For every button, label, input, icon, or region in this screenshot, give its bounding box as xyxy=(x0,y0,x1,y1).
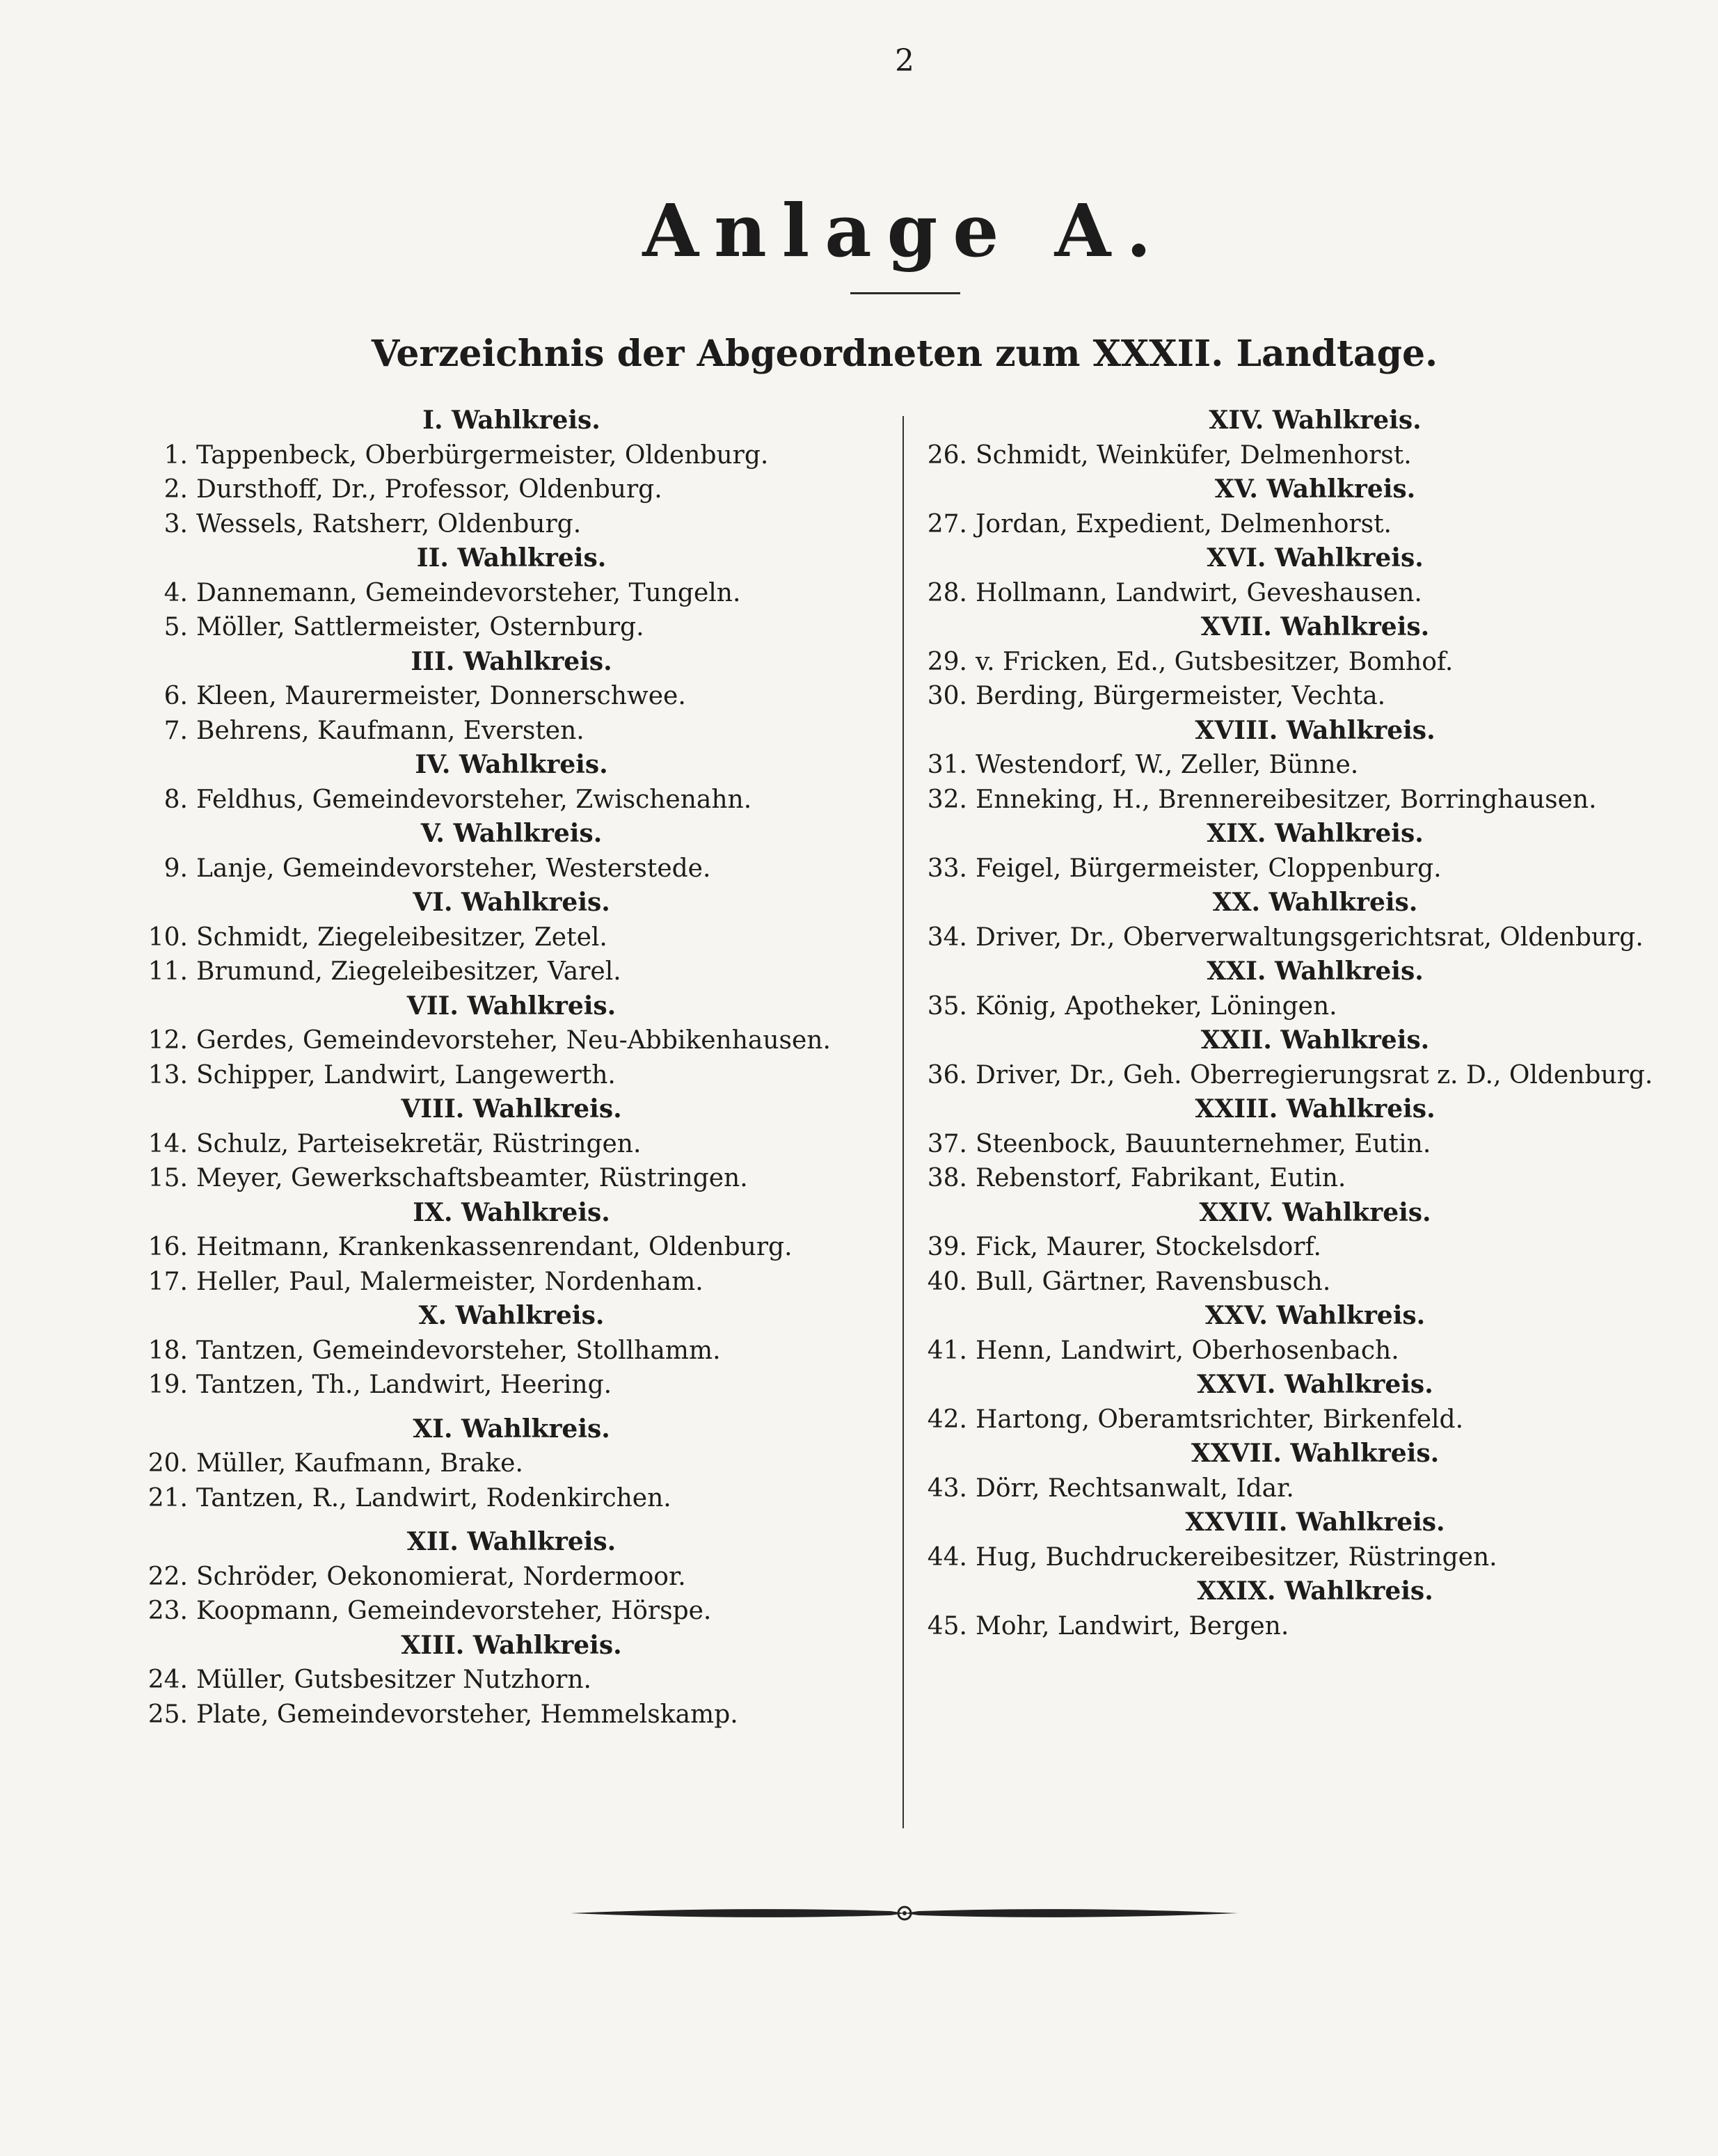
entry-text: Tantzen, R., Landwirt, Rodenkirchen. xyxy=(196,1483,671,1512)
district-heading: XVI. Wahlkreis. xyxy=(1207,543,1424,573)
entry-text: Rebenstorf, Fabrikant, Eutin. xyxy=(976,1164,1346,1192)
deputy-entry xyxy=(925,645,1705,680)
district-heading: III. Wahlkreis. xyxy=(411,646,612,676)
district-heading: XXV. Wahlkreis. xyxy=(1204,1301,1426,1330)
entry-number: 40. xyxy=(927,1267,967,1296)
entry-text: Tappenbeck, Oberbürgermeister, Oldenburg. xyxy=(196,440,769,470)
district-heading: VIII. Wahlkreis. xyxy=(401,1094,622,1124)
deputy-entry xyxy=(139,1446,884,1481)
entry-number: 10. xyxy=(148,923,188,952)
entry-text: Hartong, Oberamtsrichter, Birkenfeld. xyxy=(976,1405,1464,1434)
deputy-entry xyxy=(139,714,884,749)
district-heading: XIX. Wahlkreis. xyxy=(1207,819,1424,848)
entry-number: 30. xyxy=(927,682,967,710)
entry-number: 6. xyxy=(164,682,188,710)
district-heading: XXVII. Wahlkreis. xyxy=(1191,1439,1440,1468)
page-number: 2 xyxy=(895,43,914,79)
deputy-entry xyxy=(925,1127,1705,1162)
deputy-entry xyxy=(925,1265,1705,1300)
entry-number: 35. xyxy=(927,991,967,1021)
deputy-entry xyxy=(139,1127,884,1162)
deputy-entry xyxy=(925,1609,1705,1644)
deputy-entry xyxy=(139,610,884,645)
deputy-entry xyxy=(139,1560,884,1595)
right-column xyxy=(925,404,1705,1643)
district-heading: XIII. Wahlkreis. xyxy=(401,1630,622,1660)
deputy-entry xyxy=(139,1663,884,1698)
deputy-entry xyxy=(139,852,884,886)
entry-text: Schmidt, Weinküfer, Delmenhorst. xyxy=(976,440,1412,470)
entry-text: Schipper, Landwirt, Langewerth. xyxy=(196,1060,616,1089)
deputy-entry xyxy=(139,783,884,817)
entry-number: 43. xyxy=(927,1474,967,1503)
entry-number: 29. xyxy=(927,647,967,676)
deputy-entry xyxy=(139,438,884,473)
deputy-entry xyxy=(139,472,884,507)
entry-number: 4. xyxy=(164,578,188,607)
deputy-entry xyxy=(139,576,884,611)
entry-number: 34. xyxy=(927,923,967,952)
entry-number: 27. xyxy=(927,509,967,538)
entry-number: 38. xyxy=(927,1164,967,1192)
entry-number: 33. xyxy=(927,854,967,883)
deputy-entry xyxy=(139,1265,884,1300)
entry-number: 3. xyxy=(164,509,188,538)
district-heading: XXVIII. Wahlkreis. xyxy=(1185,1508,1445,1537)
entry-number: 20. xyxy=(148,1449,188,1478)
deputy-entry xyxy=(925,1403,1705,1437)
entry-number: 41. xyxy=(927,1336,967,1365)
entry-text: Henn, Landwirt, Oberhosenbach. xyxy=(976,1336,1399,1365)
entry-text: Koopmann, Gemeindevorsteher, Hörspe. xyxy=(196,1597,712,1625)
deputy-entry xyxy=(925,783,1705,817)
entry-number: 13. xyxy=(148,1060,188,1089)
district-heading: XI. Wahlkreis. xyxy=(413,1414,610,1444)
entry-number: 23. xyxy=(148,1597,188,1625)
deputy-entry xyxy=(925,1540,1705,1575)
district-heading: X. Wahlkreis. xyxy=(418,1301,605,1330)
district-heading: XII. Wahlkreis. xyxy=(406,1527,617,1556)
entry-number: 9. xyxy=(164,854,188,883)
district-heading: XVIII. Wahlkreis. xyxy=(1195,715,1435,745)
column-divider xyxy=(902,416,904,1828)
entry-number: 14. xyxy=(148,1129,188,1158)
entry-text: Schmidt, Ziegeleibesitzer, Zetel. xyxy=(196,923,607,952)
page-title: Anlage A. xyxy=(642,188,1167,273)
left-column xyxy=(139,404,884,1732)
entry-text: Plate, Gemeindevorsteher, Hemmelskamp. xyxy=(196,1700,738,1729)
entry-text: Tantzen, Th., Landwirt, Heering. xyxy=(196,1371,612,1399)
entry-text: Gerdes, Gemeindevorsteher, Neu-Abbikenhausen. xyxy=(196,1026,831,1055)
deputy-entry xyxy=(925,1471,1705,1506)
entry-number: 21. xyxy=(148,1483,188,1512)
entry-text: Westendorf, W., Zeller, Bünne. xyxy=(976,751,1359,779)
deputy-entry xyxy=(139,920,884,955)
deputy-entry xyxy=(139,1334,884,1368)
entry-number: 5. xyxy=(164,613,188,641)
entry-number: 37. xyxy=(927,1129,967,1158)
entry-text: Mohr, Landwirt, Bergen. xyxy=(976,1611,1289,1640)
deputy-entry xyxy=(139,1594,884,1629)
district-heading: VII. Wahlkreis. xyxy=(406,991,617,1021)
page-subtitle: Verzeichnis der Abgeordneten zum XXXII. Landtage. xyxy=(371,333,1438,375)
entry-text: Steenbock, Bauunternehmer, Eutin. xyxy=(976,1129,1431,1158)
entry-number: 45. xyxy=(927,1611,967,1640)
entry-text: Driver, Dr., Geh. Oberregierungsrat z. D., Oldenburg. xyxy=(976,1060,1653,1089)
entry-number: 44. xyxy=(927,1542,967,1572)
entry-text: Kleen, Maurermeister, Donnerschwee. xyxy=(196,682,686,710)
entry-number: 26. xyxy=(927,440,967,470)
entry-number: 28. xyxy=(927,578,967,607)
deputy-entry xyxy=(925,438,1705,473)
deputy-entry xyxy=(925,920,1705,955)
entry-text: Hug, Buchdruckereibesitzer, Rüstringen. xyxy=(976,1542,1497,1572)
entry-text: Müller, Kaufmann, Brake. xyxy=(196,1449,523,1478)
entry-number: 31. xyxy=(927,751,967,779)
title-divider xyxy=(850,292,960,294)
entry-number: 19. xyxy=(148,1371,188,1399)
entry-text: Brumund, Ziegeleibesitzer, Varel. xyxy=(196,957,621,986)
district-heading: II. Wahlkreis. xyxy=(416,543,607,573)
deputy-entry xyxy=(925,1161,1705,1196)
deputy-entry xyxy=(925,507,1705,542)
entry-text: Wessels, Ratsherr, Oldenburg. xyxy=(196,509,582,538)
district-heading: XX. Wahlkreis. xyxy=(1212,888,1418,917)
deputy-entry xyxy=(139,1368,884,1403)
district-heading: XXI. Wahlkreis. xyxy=(1207,957,1424,986)
district-heading: V. Wahlkreis. xyxy=(420,819,603,848)
entry-text: Möller, Sattlermeister, Osternburg. xyxy=(196,613,644,641)
deputy-entry xyxy=(139,1230,884,1265)
entry-number: 39. xyxy=(927,1233,967,1261)
entry-number: 7. xyxy=(164,716,188,745)
entry-text: Dursthoff, Dr., Professor, Oldenburg. xyxy=(196,475,662,504)
entry-text: Dörr, Rechtsanwalt, Idar. xyxy=(976,1474,1294,1503)
deputy-entry xyxy=(139,1023,884,1058)
entry-number: 15. xyxy=(148,1164,188,1192)
entry-text: Tantzen, Gemeindevorsteher, Stollhamm. xyxy=(196,1336,721,1365)
entry-text: Feigel, Bürgermeister, Cloppenburg. xyxy=(976,854,1442,883)
deputy-entry xyxy=(925,748,1705,783)
entry-text: Feldhus, Gemeindevorsteher, Zwischenahn. xyxy=(196,785,752,814)
entry-text: Hollmann, Landwirt, Geveshausen. xyxy=(976,578,1422,607)
entry-text: Berding, Bürgermeister, Vechta. xyxy=(976,682,1386,710)
district-heading: IX. Wahlkreis. xyxy=(413,1197,610,1227)
entry-text: Behrens, Kaufmann, Eversten. xyxy=(196,716,584,745)
deputy-entry xyxy=(925,1334,1705,1368)
deputy-entry xyxy=(139,507,884,542)
entry-text: Enneking, H., Brennereibesitzer, Borringhausen. xyxy=(976,785,1597,814)
entry-text: Heitmann, Krankenkassenrendant, Oldenburg. xyxy=(196,1233,793,1261)
deputy-entry xyxy=(925,989,1705,1024)
district-heading: XVII. Wahlkreis. xyxy=(1200,612,1430,641)
entry-number: 16. xyxy=(148,1233,188,1261)
entry-number: 12. xyxy=(148,1026,188,1055)
deputy-entry xyxy=(925,1230,1705,1265)
entry-number: 8. xyxy=(164,785,188,814)
entry-text: Driver, Dr., Oberverwaltungsgerichtsrat, Oldenburg. xyxy=(976,923,1644,952)
entry-text: Müller, Gutsbesitzer Nutzhorn. xyxy=(196,1666,591,1694)
entry-text: Schulz, Parteisekretär, Rüstringen. xyxy=(196,1129,642,1158)
entry-number: 1. xyxy=(164,440,188,470)
deputy-entry xyxy=(139,1698,884,1732)
deputy-entry xyxy=(139,1058,884,1093)
entry-text: König, Apotheker, Löningen. xyxy=(976,991,1337,1021)
entry-text: Meyer, Gewerkschaftsbeamter, Rüstringen. xyxy=(196,1164,748,1192)
entry-text: Fick, Maurer, Stockelsdorf. xyxy=(976,1233,1322,1261)
entry-text: Jordan, Expedient, Delmenhorst. xyxy=(976,509,1392,538)
district-heading: XXIV. Wahlkreis. xyxy=(1199,1197,1431,1227)
entry-number: 25. xyxy=(148,1700,188,1729)
entry-number: 11. xyxy=(148,957,188,986)
district-heading: XXII. Wahlkreis. xyxy=(1200,1025,1430,1055)
deputy-entry xyxy=(139,1161,884,1196)
deputy-entry xyxy=(925,852,1705,886)
entry-number: 17. xyxy=(148,1267,188,1296)
district-heading: XV. Wahlkreis. xyxy=(1214,474,1416,504)
deputy-entry xyxy=(925,576,1705,611)
deputy-entry xyxy=(139,1481,884,1516)
district-heading: XXIX. Wahlkreis. xyxy=(1197,1576,1433,1606)
entry-text: Lanje, Gemeindevorsteher, Westerstede. xyxy=(196,854,711,883)
entry-number: 36. xyxy=(927,1060,967,1089)
entry-text: v. Fricken, Ed., Gutsbesitzer, Bomhof. xyxy=(976,647,1454,676)
entry-number: 2. xyxy=(164,475,188,504)
deputy-entry xyxy=(139,679,884,714)
entry-number: 32. xyxy=(927,785,967,814)
district-heading: IV. Wahlkreis. xyxy=(415,750,608,779)
ornament-divider xyxy=(571,1899,1239,1927)
district-heading: XIV. Wahlkreis. xyxy=(1209,406,1422,435)
district-heading: I. Wahlkreis. xyxy=(422,406,600,435)
entry-text: Dannemann, Gemeindevorsteher, Tungeln. xyxy=(196,578,741,607)
entry-number: 24. xyxy=(148,1666,188,1694)
entry-number: 22. xyxy=(148,1562,188,1591)
district-heading: XXVI. Wahlkreis. xyxy=(1197,1370,1433,1399)
district-heading: VI. Wahlkreis. xyxy=(413,888,610,917)
deputy-entry xyxy=(925,1058,1705,1093)
entry-text: Schröder, Oekonomierat, Nordermoor. xyxy=(196,1562,686,1591)
district-heading: XXIII. Wahlkreis. xyxy=(1195,1094,1435,1124)
entry-number: 42. xyxy=(927,1405,967,1434)
entry-text: Heller, Paul, Malermeister, Nordenham. xyxy=(196,1267,703,1296)
entry-number: 18. xyxy=(148,1336,188,1365)
deputy-entry xyxy=(139,955,884,989)
deputy-entry xyxy=(925,679,1705,714)
entry-text: Bull, Gärtner, Ravensbusch. xyxy=(976,1267,1331,1296)
